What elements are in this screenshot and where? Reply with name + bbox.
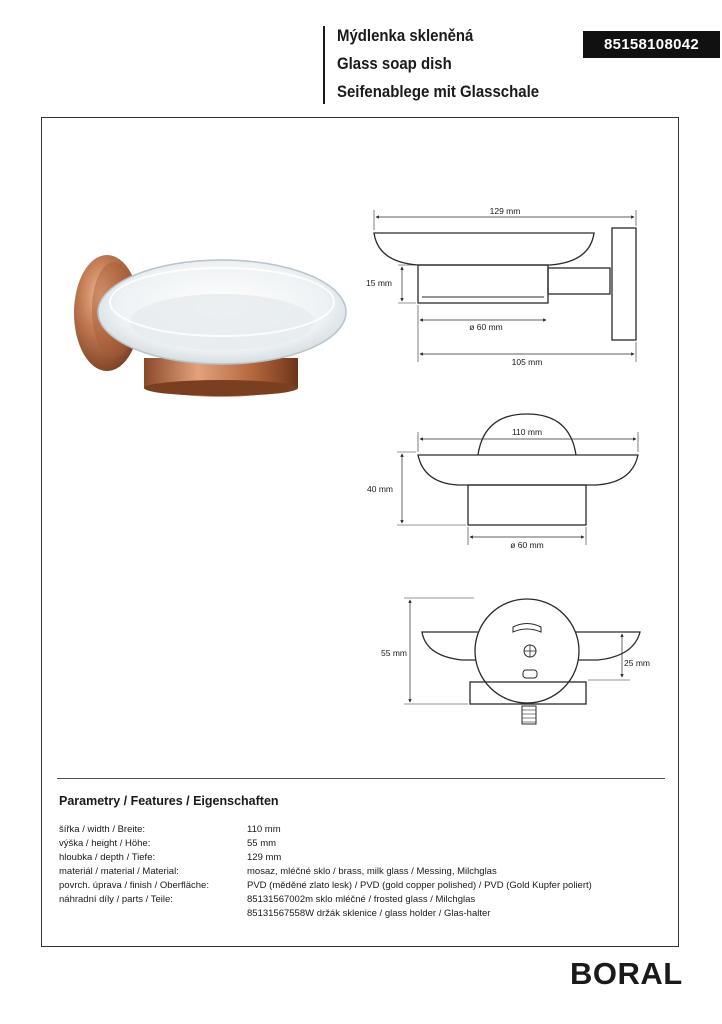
dim-side-width: 129 mm (489, 206, 521, 216)
feature-label: hloubka / depth / Tiefe: (59, 852, 156, 863)
feature-value: 110 mm (247, 824, 281, 835)
dim-back-offset: 25 mm (624, 658, 650, 668)
title-en: Glass soap dish (337, 54, 452, 73)
feature-value: mosaz, mléčné sklo / brass, milk glass / Messing, Milchglas (247, 866, 497, 877)
feature-value: 129 mm (247, 852, 282, 863)
side-view-drawing (374, 210, 636, 362)
feature-label: materiál / material / Material: (59, 866, 179, 877)
title-cz: Mýdlenka skleněná (337, 26, 474, 45)
feature-label: náhradní díly / parts / Teile: (59, 894, 173, 905)
dim-side-depth: 105 mm (511, 357, 543, 367)
feature-label: povrch. úprava / finish / Oberfläche: (59, 880, 209, 891)
dim-front-width: 110 mm (511, 427, 543, 437)
back-view-drawing (404, 598, 640, 724)
dim-back-height: 55 mm (381, 648, 407, 658)
dim-side-height: 15 mm (366, 278, 392, 288)
feature-label: šířka / width / Breite: (59, 824, 146, 835)
title-de: Seifenablege mit Glasschale (337, 82, 540, 101)
feature-label: výška / height / Höhe: (59, 838, 151, 849)
section-divider (57, 778, 665, 779)
product-photo (62, 240, 362, 410)
brand-logo: BORAL (570, 956, 683, 991)
feature-value: PVD (měděné zlato lesk) / PVD (gold copper polished) / PVD (Gold Kupfer poliert) (247, 880, 592, 891)
dim-front-diameter: ø 60 mm (510, 540, 544, 550)
header-divider (323, 26, 325, 104)
feature-value: 85131567558W držák sklenice / glass holder / Glas-halter (247, 908, 491, 919)
feature-value: 55 mm (247, 838, 277, 849)
product-code: 85158108042 (583, 31, 720, 58)
features-title: Parametry / Features / Eigenschaften (59, 794, 279, 808)
dim-side-diameter: ø 60 mm (469, 322, 503, 332)
technical-drawings (350, 195, 680, 730)
dim-front-height: 40 mm (367, 484, 393, 494)
feature-value: 85131567002m sklo mléčné / frosted glass / Milchglas (247, 894, 476, 905)
